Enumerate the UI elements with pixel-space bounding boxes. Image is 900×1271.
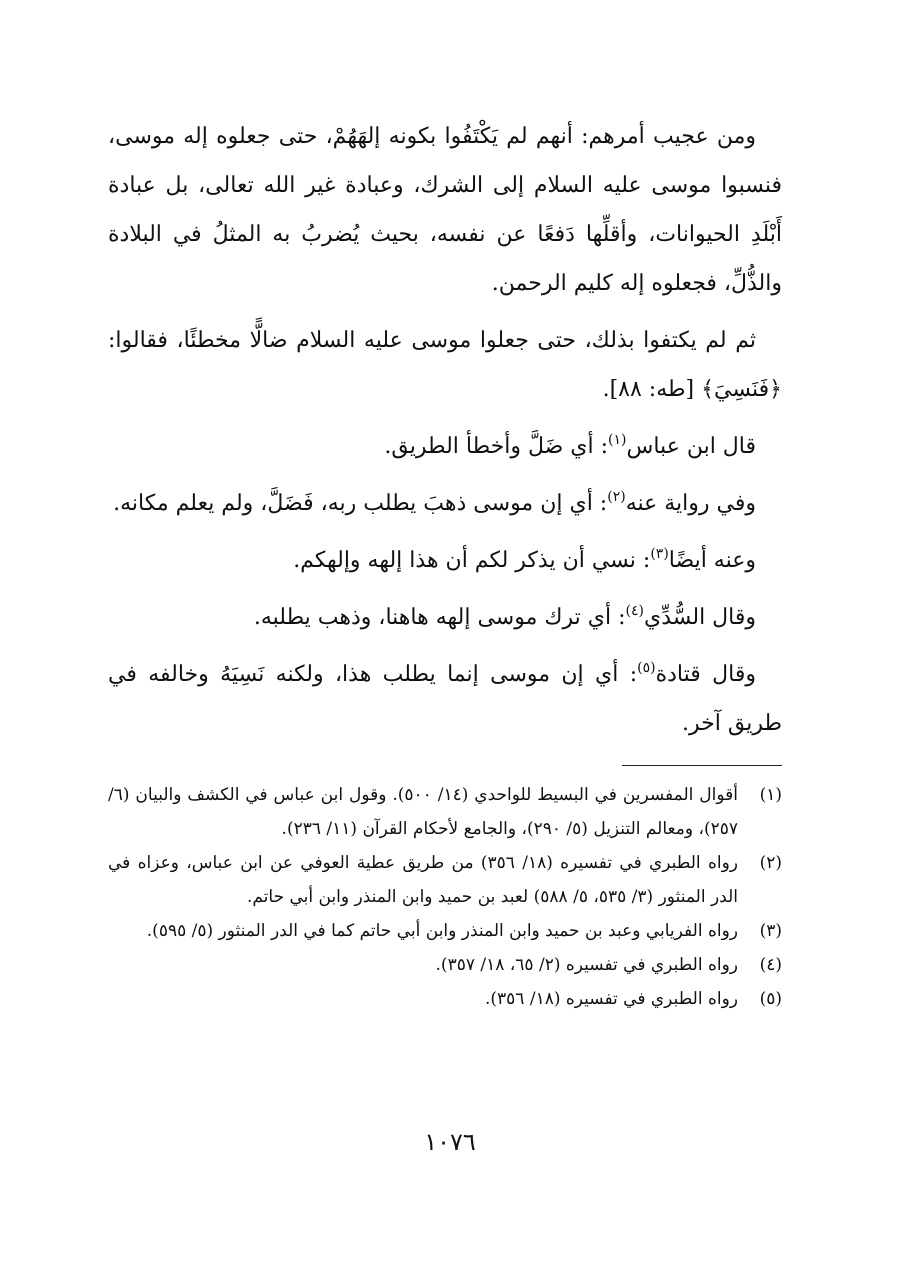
footnote-number: (٤) bbox=[759, 955, 782, 975]
footnote-number: (٢) bbox=[759, 853, 782, 873]
paragraph-lead: وعنه أيضًا bbox=[668, 548, 756, 573]
paragraph-lead: وقال السُّدِّي bbox=[643, 605, 756, 630]
paragraph-rest: : أي ترك موسى إلهه هاهنا، وذهب يطلبه. bbox=[253, 605, 626, 630]
footnote-text: رواه الطبري في تفسيره (١٨/ ٣٥٦) من طريق عطية العوفي عن ابن عباس، وعزاه في الدر المنثور (٣/ ٥٣٥، ٥/ ٥٨٨) لعبد بن حميد وابن المنذر وابن أبي حاتم. bbox=[108, 853, 738, 907]
main-text bbox=[108, 112, 782, 748]
footnote-text: رواه الطبري في تفسيره (٢/ ٦٥، ١٨/ ٣٥٧). bbox=[435, 955, 738, 975]
paragraph-2: ثم لم يكتفوا بذلك، حتى جعلوا موسى عليه السلام ضالًّا مخطئًا، فقالوا: ﴿فَنَسِيَ﴾ [طه: ٨٨]. bbox=[108, 328, 782, 402]
paragraph-rest: : أي إن موسى إنما يطلب هذا، ولكنه نَسِيَهُ وخالفه في طريق آخر. bbox=[108, 662, 782, 736]
footnote-ref-5[interactable]: (٥) bbox=[637, 660, 656, 676]
footnote-number: (٥) bbox=[759, 989, 782, 1009]
paragraph-ibn-abbas bbox=[108, 422, 782, 471]
footnote-text: أقوال المفسرين في البسيط للواحدي (١٤/ ٥٠٠). وقول ابن عباس في الكشف والبيان (٦/ ٢٥٧)، ومعالم التنزيل (٥/ ٢٩٠)، والجامع لأحكام القرآن (١١/ ٢٣٦). bbox=[108, 785, 739, 839]
footnote-text: رواه الطبري في تفسيره (١٨/ ٣٥٦). bbox=[484, 989, 738, 1009]
paragraph-lead: قال ابن عباس bbox=[626, 434, 756, 459]
footnote-ref-2[interactable]: (٢) bbox=[607, 489, 626, 505]
footnote-divider bbox=[622, 765, 782, 766]
footnote-ref-4[interactable]: (٤) bbox=[625, 603, 644, 619]
footnote-item bbox=[108, 982, 782, 1016]
footnote-item bbox=[108, 846, 782, 914]
paragraph-qatada bbox=[108, 650, 782, 748]
footnote-ref-1[interactable]: (١) bbox=[608, 432, 627, 448]
footnote-text: رواه الفريابي وعبد بن حميد وابن المنذر وابن أبي حاتم كما في الدر المنثور (٥/ ٥٩٥). bbox=[146, 921, 738, 941]
footnote-item bbox=[108, 948, 782, 982]
paragraph-rest: : أي إن موسى ذهبَ يطلب ربه، فَضَلَّ، ولم يعلم مكانه. bbox=[113, 491, 608, 516]
paragraph-rest: : نسي أن يذكر لكم أن هذا إلهه وإلهكم. bbox=[293, 548, 651, 573]
page-number: ١٠٧٦ bbox=[424, 1128, 476, 1156]
paragraph-suddi bbox=[108, 593, 782, 642]
footnotes bbox=[108, 778, 782, 1016]
paragraph-ayDan bbox=[108, 536, 782, 585]
paragraph-rest: : أي ضَلَّ وأخطأ الطريق. bbox=[384, 434, 609, 459]
footnote-number: (٣) bbox=[759, 921, 782, 941]
footnote-item bbox=[108, 914, 782, 948]
paragraph-1: ومن عجيب أمرهم: أنهم لم يَكْتَفُوا بكونه إلهَهُمْ، حتى جعلوه إله موسى، فنسبوا موسى عليه السلام إلى الشرك، وعبادة غير الله تعالى، بل عبادة أَبْلَدِ الحيوانات، وأقلِّها دَفعًا عن نفسه، بحيث يُضربُ به المثلُ في البلادة والذُّلِّ، فجعلوه إله كليم الرحمن. bbox=[108, 124, 782, 296]
paragraph-riwaya bbox=[108, 479, 782, 528]
footnote-item bbox=[108, 778, 782, 846]
footnote-ref-3[interactable]: (٣) bbox=[650, 546, 669, 562]
paragraph-lead: وقال قتادة bbox=[655, 662, 756, 687]
footnote-number: (١) bbox=[759, 785, 782, 805]
paragraph-lead: وفي رواية عنه bbox=[625, 491, 756, 516]
